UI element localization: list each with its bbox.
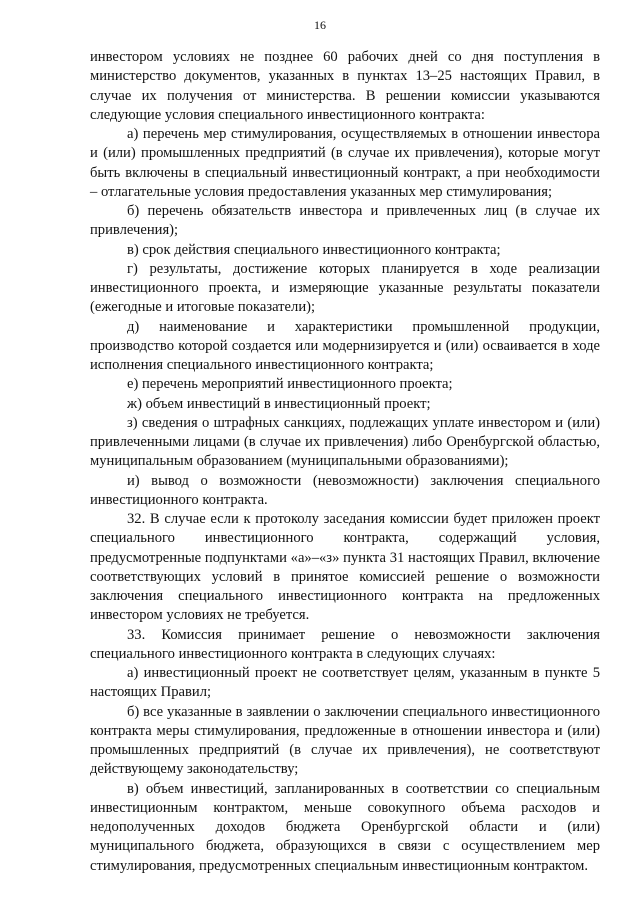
paragraph-clause-33-v: в) объем инвестиций, запланированных в соответствии со специальным инвестиционным контрактом, меньше совокупного объема расходов и недополученных доходов бюджета Оренбургской области и (или) муниципального бюджета, образующихся в связи с осуществлением мер стимулирования, предусмотренных специальным инвестиционным контрактом. [90, 780, 600, 874]
paragraph-item-b: б) перечень обязательств инвестора и привлеченных лиц (в случае их привлечения); [90, 203, 600, 239]
page-number: 16 [314, 18, 326, 32]
paragraph-item-e: е) перечень мероприятий инвестиционного проекта; [127, 376, 453, 393]
paragraph-clause-33: 33. Комиссия принимает решение о невозможности заключения специального инвестиционного контракта в следующих случаях: [90, 626, 600, 662]
paragraph-item-d: д) наименование и характеристики промышленной продукции, производство которой создается или модернизируется и (или) осваивается в ходе исполнения специального инвестиционного контракта; [90, 318, 600, 373]
paragraph-clause-33-a: а) инвестиционный проект не соответствует целям, указанным в пункте 5 настоящих Правил; [90, 665, 600, 701]
paragraph-item-v: в) срок действия специального инвестиционного контракта; [127, 241, 501, 258]
document-body [90, 48, 600, 876]
paragraph-item-zh: ж) объем инвестиций в инвестиционный проект; [127, 395, 431, 412]
paragraph-item-a: а) перечень мер стимулирования, осуществляемых в отношении инвестора и (или) промышленных предприятий (в случае их привлечения), которые могут быть включены в специальный инвестиционный контракт, а при необходимости – отлагательные условия предоставления указанных мер стимулирования; [90, 126, 600, 200]
paragraph-clause-32: 32. В случае если к протоколу заседания комиссии будет приложен проект специального инвестиционного контракта, содержащий условия, предусмотренные подпунктами «а»–«з» пункта 31 настоящих Правил, включение соответствующих условий в принятое комиссией решение о возможности заключения специального инвестиционного контракта на предложенных инвестором условиях не требуется. [90, 511, 600, 624]
paragraph-item-z: з) сведения о штрафных санкциях, подлежащих уплате инвестором и (или) привлеченными лицами (в случае их привлечения) либо Оренбургской областью, муниципальным образованием (муниципальными образованиями); [90, 414, 600, 470]
paragraph-clause-33-b: б) все указанные в заявлении о заключении специального инвестиционного контракта меры стимулирования, предложенные в отношении инвестора и (или) промышленных предприятий (в случае их привлечения), не соответствуют действующему законодательству; [90, 703, 600, 778]
paragraph-item-g: г) результаты, достижение которых планируется в ходе реализации инвестиционного проекта, и измеряющие указанные результаты показатели (ежегодные и итоговые показатели); [90, 260, 600, 316]
paragraph-continuation: инвестором условиях не позднее 60 рабочих дней со дня поступления в министерство документов, указанных в пунктах 13–25 настоящих Правил, в случае их получения от министерства. В решении комиссии указываются следующие условия специального инвестиционного контракта: [90, 49, 600, 123]
paragraph-item-i: и) вывод о возможности (невозможности) заключения специального инвестиционного контракта. [90, 472, 600, 508]
